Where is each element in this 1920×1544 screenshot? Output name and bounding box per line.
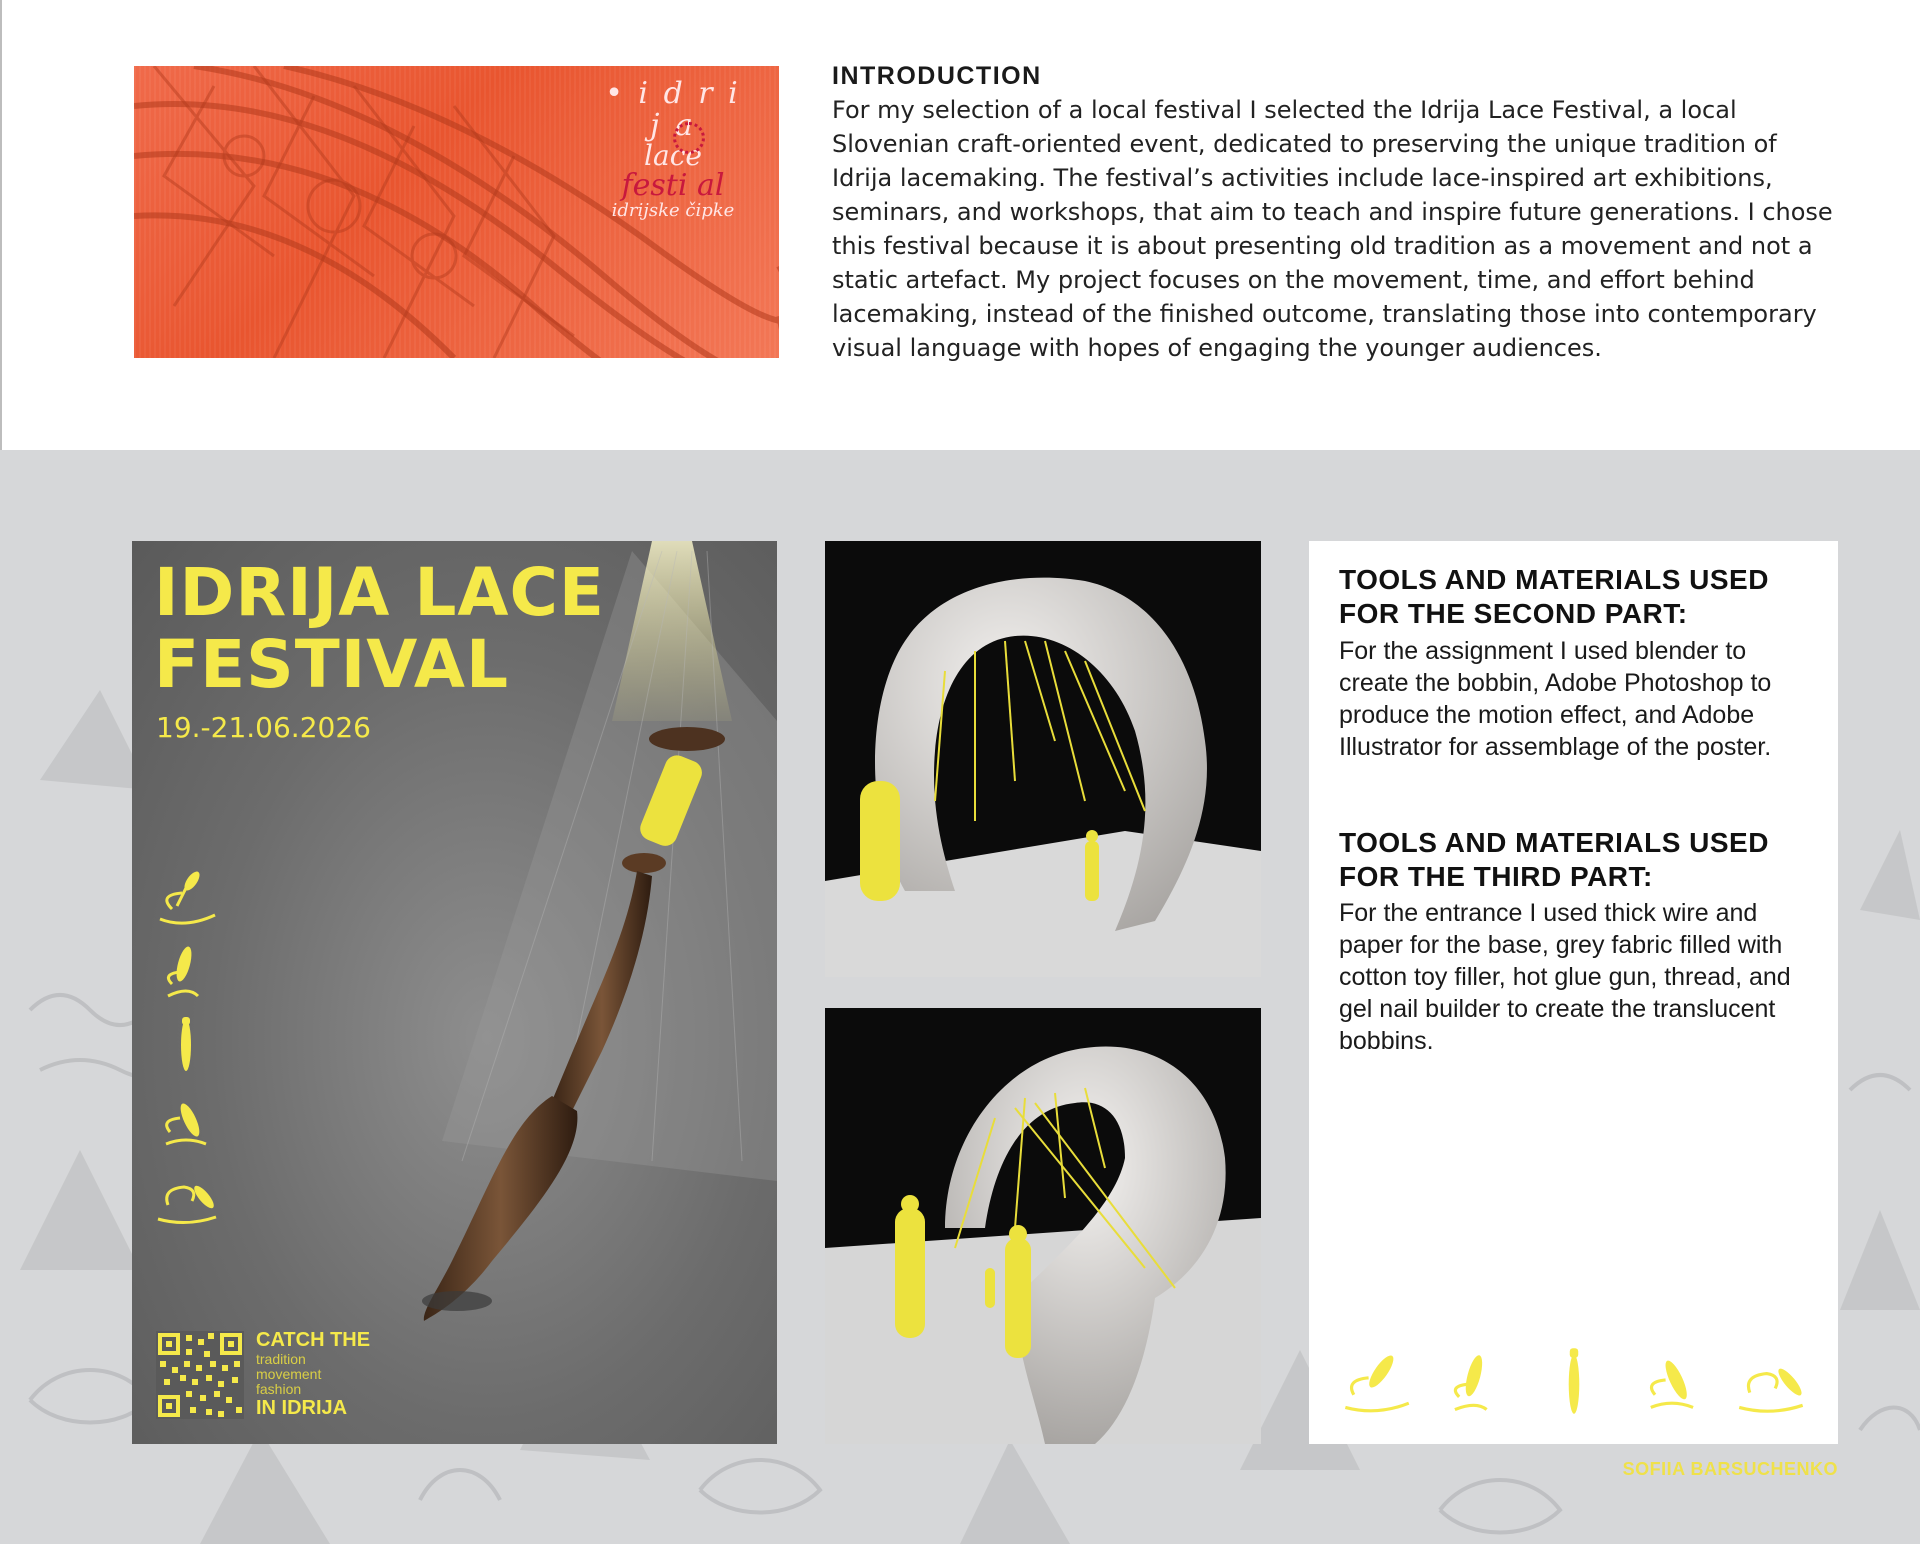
- poster-date: 19.-21.06.2026: [156, 711, 371, 744]
- catch-word-fashion: fashion: [256, 1381, 302, 1397]
- logo-line-festival: festi al: [621, 168, 725, 204]
- catch-bottom-text: IN IDRIJA: [256, 1397, 348, 1419]
- lace-festival-banner: [134, 66, 779, 358]
- bobbin-upright-icon: [152, 1011, 222, 1086]
- bobbin-tilted-right-icon: [1636, 1341, 1710, 1421]
- second-part-text: For the assignment I used blender to create the bobbin, Adobe Photoshop to produce the motion effect, and Adobe Illustrator for assemblage of the poster.: [1339, 637, 1772, 761]
- entrance-model-photo-front: [825, 541, 1261, 977]
- logo-line-idrija: • i d r i j a: [605, 76, 741, 143]
- intro-heading: INTRODUCTION: [832, 62, 1042, 90]
- poster-bobbin-icons: [152, 861, 222, 1236]
- festival-logo: [593, 78, 753, 221]
- third-part-heading: TOOLS AND MATERIALS USED FOR THE THIRD PART:: [1339, 827, 1769, 892]
- card-bobbin-icons: [1339, 1341, 1809, 1421]
- bobbin-swirl-right-icon: [152, 1161, 222, 1236]
- festival-poster: [132, 541, 777, 1444]
- catch-top-text: CATCH THE: [256, 1329, 371, 1351]
- logo-line-lace: lace: [644, 139, 702, 172]
- qr-code[interactable]: [156, 1331, 244, 1419]
- intro-paragraph: For my selection of a local festival I selected the Idrija Lace Festival, a local Slovenian craft-oriented event, dedicated to preserving the unique tradition of Idrija lacemaking. The festival’s activities include lace-inspired art exhibitions, seminars, and workshops, that aim to teach and inspire future generations. I chose this festival because it is about presenting old tradition as a movement and not a static artefact. My project focuses on the movement, time, and effort behind lacemaking, instead of the finished outcome, translating those into contemporary visual language with hopes of engaging the younger audiences.: [832, 96, 1833, 362]
- bobbin-swirl-icon: [1339, 1341, 1413, 1421]
- tools-materials-card: [1309, 541, 1838, 1444]
- lace-heart-icon: [673, 122, 705, 154]
- bobbin-tilted-icon: [152, 936, 222, 1011]
- catch-word-tradition: tradition: [256, 1351, 306, 1367]
- bobbin-upright-icon: [1537, 1341, 1611, 1421]
- catch-word-movement: movement: [256, 1366, 322, 1382]
- bobbin-swirl-right-icon: [1735, 1341, 1809, 1421]
- bobbin-tilted-icon: [1438, 1341, 1512, 1421]
- logo-line-cipke: idrijske čipke: [611, 199, 735, 221]
- author-signature: SOFIIA BARSUCHENKO: [1622, 1459, 1838, 1479]
- third-part-text: For the entrance I used thick wire and paper for the base, grey fabric filled with cotton toy filler, hot glue gun, thread, and gel nail builder to create the translucent bobbins.: [1339, 899, 1791, 1055]
- poster-title: IDRIJA LACE FESTIVAL: [154, 554, 605, 703]
- bobbin-tilted-right-icon: [152, 1086, 222, 1161]
- catch-the-tagline: [256, 1329, 370, 1420]
- entrance-model-photo-angle: [825, 1008, 1261, 1444]
- second-part-heading: TOOLS AND MATERIALS USED FOR THE SECOND PART:: [1339, 564, 1769, 629]
- intro-section: [0, 0, 1920, 450]
- bobbin-swirl-icon: [152, 861, 222, 936]
